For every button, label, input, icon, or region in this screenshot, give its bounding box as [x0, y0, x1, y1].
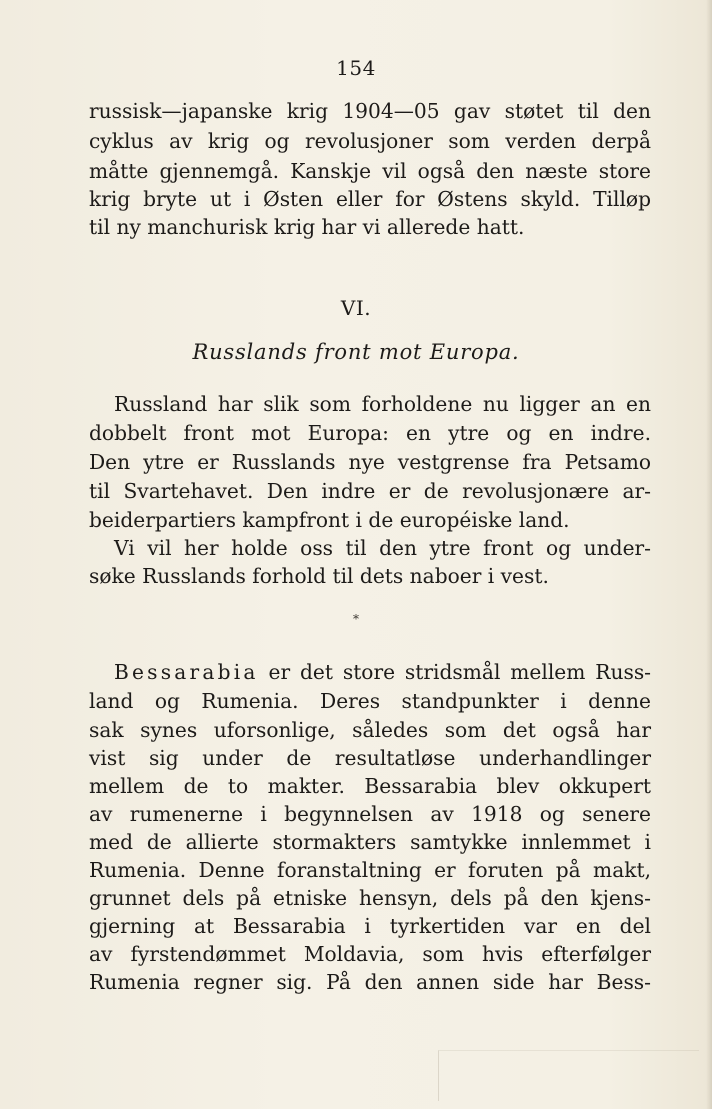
text-line: måtte gjennemgå. Kanskje vil også den næste store: [89, 159, 651, 183]
text-line: sak synes uforsonlige, således som det også har: [89, 718, 651, 742]
page-number: 154: [336, 56, 376, 80]
faint-paper-mark: [438, 1050, 699, 1101]
text-line: søke Russlands forhold til dets naboer i vest.: [89, 564, 549, 588]
text-line: til ny manchurisk krig har vi allerede hatt.: [89, 215, 525, 239]
text-line: cyklus av krig og revolusjoner som verden derpå: [89, 129, 651, 153]
page-edge-shadow: [706, 0, 712, 1109]
chapter-title: Russlands front mot Europa.: [192, 340, 520, 364]
text-line: til Svartehavet. Den indre er de revolusjonære ar-: [89, 479, 651, 503]
text-line: beiderpartiers kampfront i de européiske land.: [89, 508, 570, 532]
text-line: dobbelt front mot Europa: en ytre og en indre.: [89, 421, 651, 445]
section-separator-asterisk: *: [353, 612, 359, 626]
chapter-number: VI.: [340, 296, 372, 320]
text-line: [89, 658, 651, 687]
text-line: Rumenia regner sig. På den annen side har Bess-: [89, 970, 651, 994]
text-line: Rumenia. Denne foranstaltning er foruten på makt,: [89, 858, 651, 882]
text-line: land og Rumenia. Deres standpunkter i denne: [89, 689, 651, 713]
first-line-rest: er det store stridsmål mellem Russ-: [258, 660, 651, 684]
text-line: av fyrstendømmet Moldavia, som hvis efterfølger: [89, 942, 651, 966]
lead-word-spaced: Bessarabia: [114, 660, 259, 684]
text-line: krig bryte ut i Østen eller for Østens skyld. Tilløp: [89, 187, 651, 211]
text-line: Vi vil her holde oss til den ytre front og under-: [114, 536, 651, 560]
text-line: gjerning at Bessarabia i tyrkertiden var en del: [89, 914, 651, 938]
text-line: grunnet dels på etniske hensyn, dels på den kjens-: [89, 886, 651, 910]
text-line: mellem de to makter. Bessarabia blev okkupert: [89, 774, 651, 798]
text-line: Russland har slik som forholdene nu ligger an en: [114, 392, 651, 416]
text-line: Den ytre er Russlands nye vestgrense fra Petsamo: [89, 450, 651, 474]
text-line: russisk—japanske krig 1904—05 gav støtet til den: [89, 99, 651, 123]
text-line: vist sig under de resultatløse underhandlinger: [89, 746, 651, 770]
text-line: med de allierte stormakters samtykke innlemmet i: [89, 830, 651, 854]
text-line: av rumenerne i begynnelsen av 1918 og senere: [89, 802, 651, 826]
